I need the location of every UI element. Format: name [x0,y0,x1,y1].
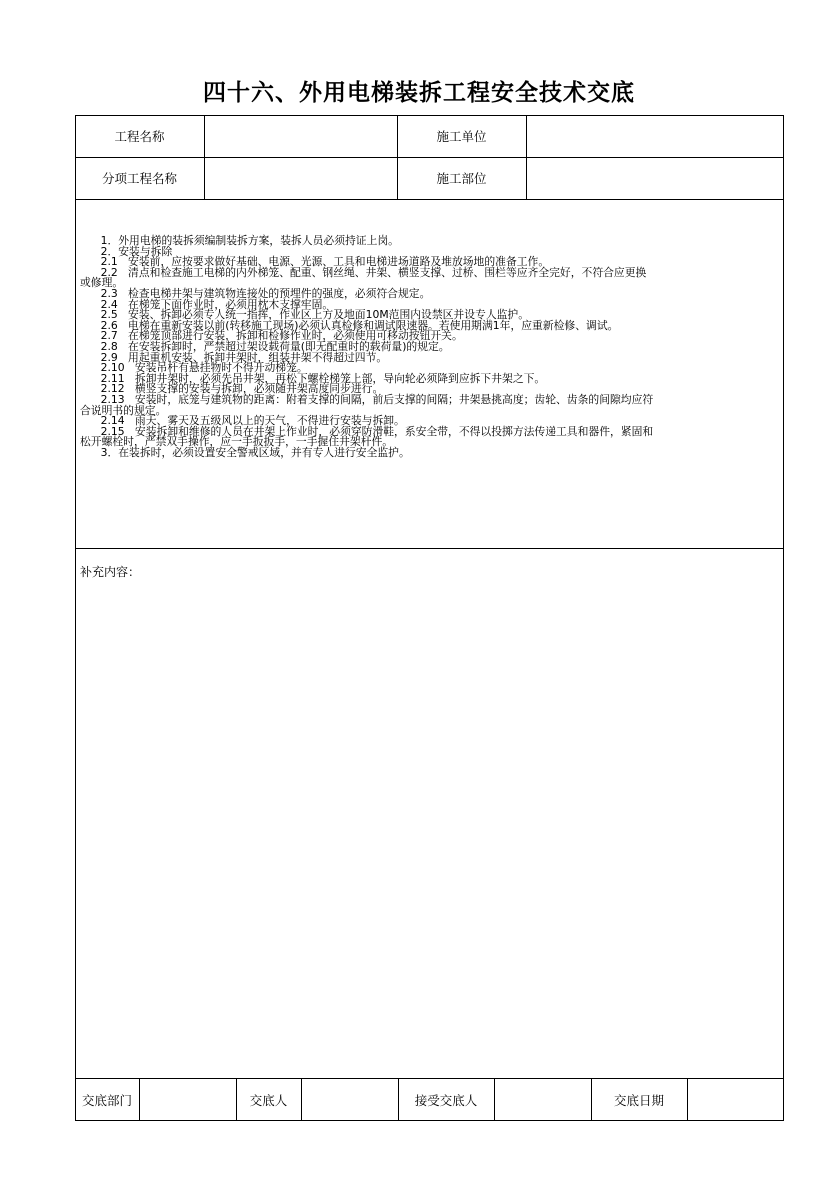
disclosure-content [80,236,778,458]
discloser-label: 交底人 [249,1092,288,1108]
construction-unit-field[interactable] [526,115,784,157]
content-line: 松开螺栓时，严禁双手操作，应一手扳扳手，一手握住井架杆件。 [80,435,394,449]
content-line: 2.10 安装吊杆有悬挂物时不得开动梯笼。 [80,361,308,375]
content-line: 2.8 在安装拆卸时，严禁超过架设载荷量(即无配重时的载荷量)的规定。 [80,339,450,353]
row-divider [75,548,784,549]
content-line: 1．外用电梯的装拆须编制装拆方案，装拆人员必须持证上岗。 [80,234,399,247]
project-name-label: 工程名称 [114,129,165,144]
content-line: 2.12 横竖支撑的安装与拆卸，必须随井架高度同步进行。 [80,382,384,396]
row-divider [75,199,784,200]
content-line: 2．安装与拆除 [80,244,173,258]
disclosure-dept-label: 交底部门 [81,1092,132,1108]
construction-part-label: 施工部位 [436,171,487,186]
receiver-label: 接受交底人 [414,1092,478,1108]
disclosure-date-label: 交底日期 [613,1092,664,1108]
disclosure-date-field[interactable] [687,1078,784,1121]
content-line: 2.14 雨天、雾天及五级风以上的天气，不得进行安装与拆卸。 [80,414,405,428]
content-line: 2.15 安装拆卸和维修的人员在井架上作业时，必须穿防滑鞋，系安全带，不得以投掷方法传递工具和器件，紧固和 [80,424,654,438]
project-name-field[interactable] [204,115,397,157]
discloser-field[interactable] [301,1078,398,1121]
content-line: 2.11 拆卸井架时，必须先吊井架，再松下螺栓梯笼上部，导向轮必须降到应拆下井架之下。 [80,371,546,385]
supplement-field[interactable] [76,578,783,1077]
content-line: 2.1 安装前，应按要求做好基础、电源、光源、工具和电梯进场道路及堆放场地的准备工作。 [80,255,550,269]
content-line: 2.6 电梯在重新安装以前(转移施工现场)必须认真检修和调试限速器。若使用期满1年，应重新检修、调试。 [80,318,619,332]
page-title: 四十六、外用电梯装拆工程安全技术交底 [203,80,635,106]
supplement-label: 补充内容： [80,565,141,579]
content-line: 合说明书的规定。 [80,403,167,417]
content-line: 2.13 安装时，底笼与建筑物的距离：附着支撑的间隔，前后支撑的间隔；井架悬挑高度；齿轮、齿条的间隙均应符 [80,392,654,406]
receiver-field[interactable] [494,1078,591,1121]
disclosure-dept-field[interactable] [139,1078,236,1121]
construction-part-field[interactable] [526,157,784,199]
sub-project-name-field[interactable] [204,157,397,199]
content-line: 2.4 在梯笼下面作业时，必须用枕木支撑牢固。 [80,297,334,311]
content-line: 2.2 清点和检查施工电梯的内外梯笼、配重、钢丝绳、井架、横竖支撑、过桥、围栏等应齐全完好，不符合应更换 [80,265,647,279]
sub-project-name-label: 分项工程名称 [101,171,177,186]
content-line: 2.5 安装、拆卸必须专人统一指挥，作业区上方及地面10M范围内设禁区并设专人监护。 [80,308,530,322]
content-line: 3．在装拆时，必须设置安全警戒区域，并有专人进行安全监护。 [80,445,410,459]
content-line: 2.9 用起重机安装、拆卸井架时，组装井架不得超过四节。 [80,350,388,364]
content-line: 2.7 在梯笼顶部进行安装，拆卸和检修作业时，必须使用可移动按钮开关。 [80,329,463,343]
content-line: 2.3 检查电梯井架与建筑物连接处的预埋件的强度，必须符合规定。 [80,286,431,300]
construction-unit-label: 施工单位 [436,129,487,144]
content-line: 或修理。 [80,276,124,290]
